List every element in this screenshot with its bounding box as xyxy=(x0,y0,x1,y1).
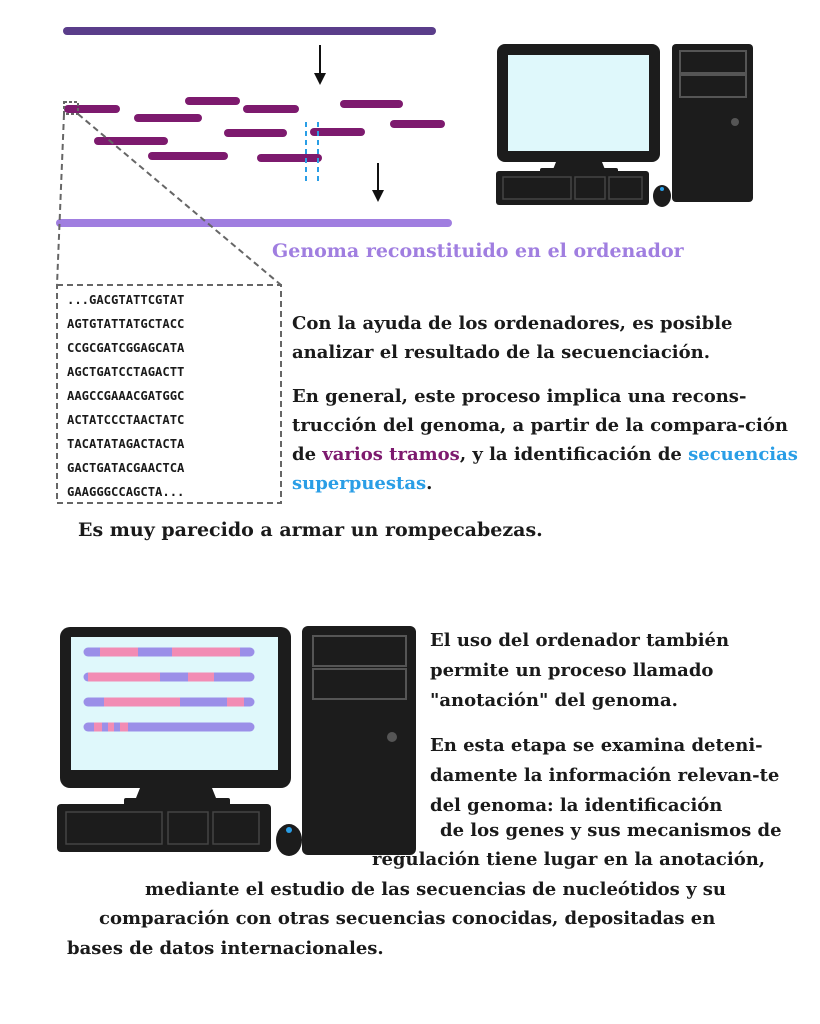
sequence-line: TACATATAGACTACTA xyxy=(67,437,185,451)
paragraph-text: . xyxy=(426,473,433,494)
annotation-line: bases de datos internacionales. xyxy=(67,938,384,959)
sequence-line: AGCTGATCCTAGACTT xyxy=(67,365,185,379)
paragraph-reconstruction xyxy=(292,382,802,498)
sequence-line: CCGCGATCGGAGCATA xyxy=(67,341,185,355)
paragraph-text: En general, este proceso implica una recons-trucción del genoma, a partir de la compara-ción de xyxy=(292,386,788,465)
mouse-icon xyxy=(276,824,302,856)
annotation-line: regulación tiene lugar en la anotación, xyxy=(372,849,766,870)
paragraph-annotation-detail: En esta etapa se examina deteni-damente la información relevan-te del genoma: la identificación xyxy=(430,735,780,816)
paragraph-analysis: Con la ayuda de los ordenadores, es posible analizar el resultado de la secuenciación. xyxy=(292,313,733,363)
sequence-zoom-box xyxy=(57,285,281,503)
mouse-icon xyxy=(653,185,671,207)
sequence-line: AGTGTATTATGCTACC xyxy=(67,317,185,331)
down-arrow-icon xyxy=(372,163,384,202)
computer-icon xyxy=(57,626,416,856)
computer-icon xyxy=(496,44,753,207)
highlight-fragments: varios tramos xyxy=(322,444,460,465)
annotation-line: de los genes y sus mecanismos de xyxy=(440,820,782,841)
highlight-overlaps: secuencias superpuestas xyxy=(292,444,798,494)
sequence-line: GACTGATACGAACTCA xyxy=(67,461,185,475)
sequence-line: GAAGGGCCAGCTA... xyxy=(67,485,185,499)
paragraph-annotation-intro: El uso del ordenador también permite un proceso llamado "anotación" del genoma. xyxy=(430,630,730,711)
annotation-line: comparación con otras secuencias conocidas, depositadas en xyxy=(99,908,716,929)
annotation-line: mediante el estudio de las secuencias de nucleótidos y su xyxy=(145,879,727,900)
sequence-line: ...GACGTATTCGTAT xyxy=(67,293,185,307)
sequence-line: AAGCCGAAACGATGGC xyxy=(67,389,185,403)
down-arrow-icon xyxy=(314,45,326,85)
paragraph-text: , y la identificación de xyxy=(459,444,689,465)
sequence-line: ACTATCCCTAACTATC xyxy=(67,413,185,427)
puzzle-statement: Es muy parecido a armar un rompecabezas. xyxy=(78,519,543,541)
sequence-fragments xyxy=(68,101,441,158)
reconstructed-genome-caption: Genoma reconstituido en el ordenador xyxy=(272,240,684,262)
